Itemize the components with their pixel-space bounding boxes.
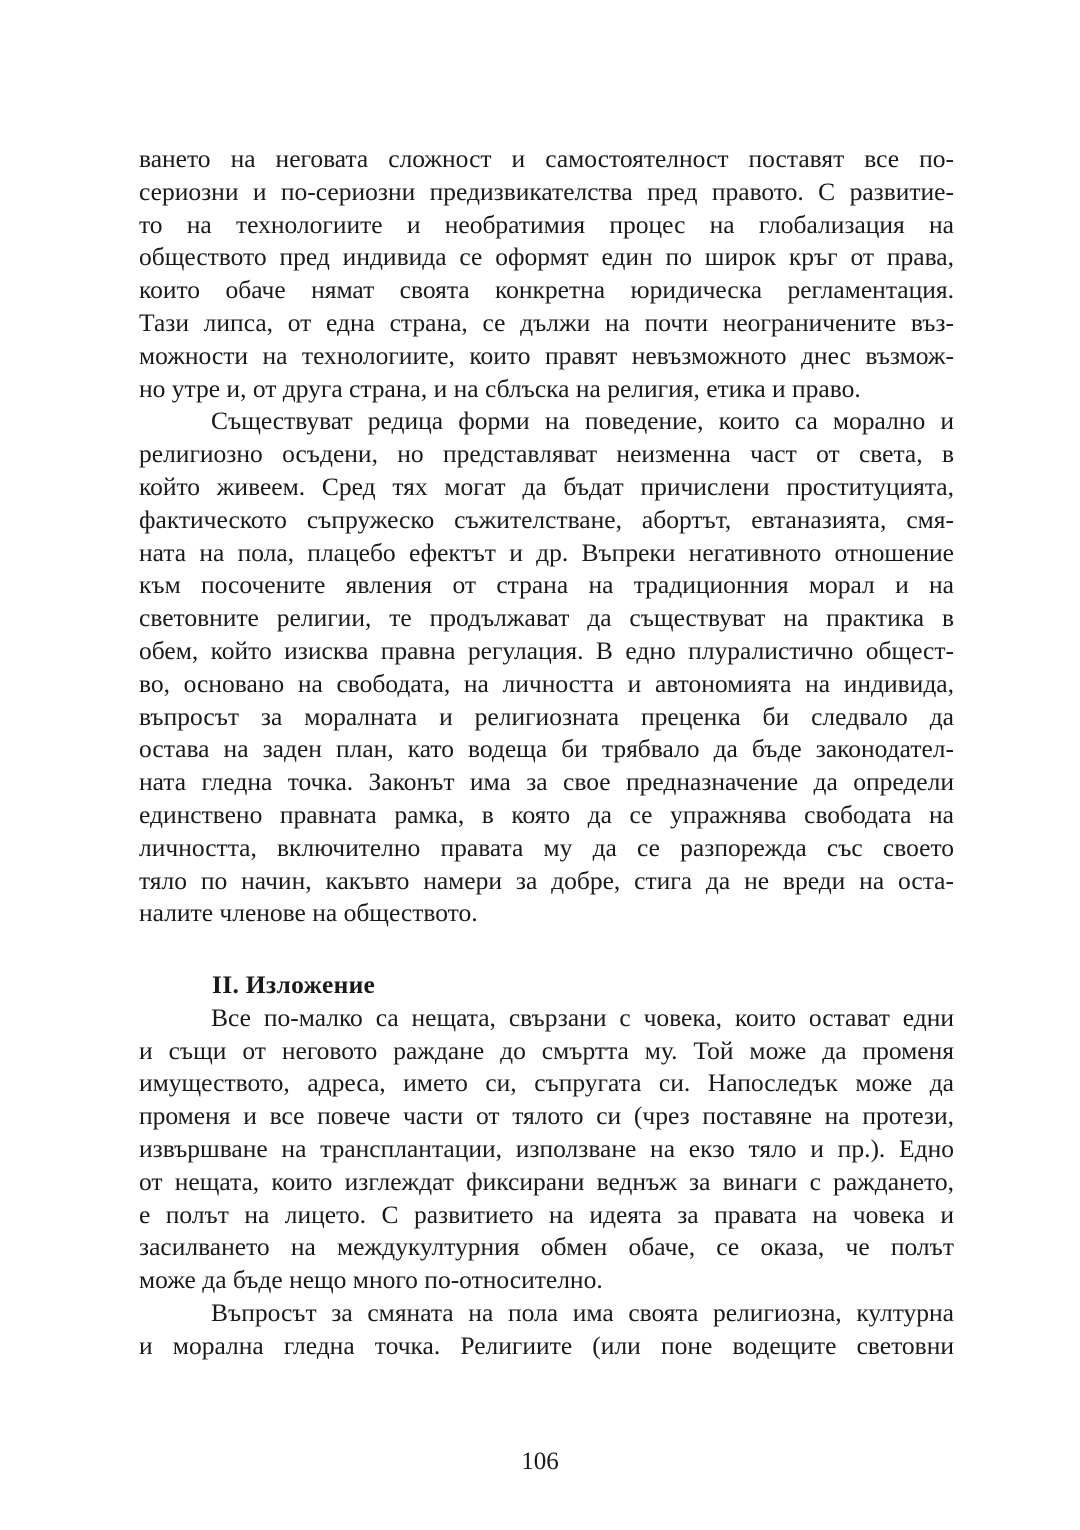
text-line: и същи от неговото раждане до смъртта му. Той може да променя [139, 1035, 954, 1065]
text-line: който живеем. Сред тях могат да бъдат причислени проституцията, [139, 471, 954, 501]
text-line: Съществуват редица форми на поведение, които са морално и [211, 406, 954, 436]
text-line: обем, който изисква правна регулация. В едно плуралистично общест- [139, 635, 954, 665]
text-line: но утре и, от друга страна, и на сблъска на религия, етика и право. [139, 373, 861, 403]
text-line: засилването на междукултурния обмен обаче, се оказа, че полът [139, 1232, 954, 1262]
text-line: Тази липса, от една страна, се дължи на почти неограничените въз- [139, 307, 954, 337]
text-line: Въпросът за смяната на пола има своята религиозна, културна [211, 1297, 954, 1327]
text-line: ването на неговата сложност и самостоятелност поставят все по- [139, 144, 954, 173]
text-line: то на технологиите и необратимия процес на глобализация на [139, 209, 954, 239]
page-number: 106 [521, 1448, 559, 1475]
text-line: тяло по начин, какъвто намери за добре, стига да не вреди на оста- [139, 865, 954, 895]
section-exposition [139, 969, 954, 1363]
section-heading: II. Изложение [212, 970, 376, 999]
text-line: извършване на трансплантации, използване на екзо тяло и пр.). Едно [139, 1133, 954, 1163]
text-line: религиозно осъдени, но представляват неизменна част от света, в [139, 439, 954, 469]
text-line: личността, включително правата му да се разпорежда със своето [139, 832, 954, 862]
text-line: ната гледна точка. Законът има за свое предназначение да определи [139, 767, 954, 797]
text-line: световните религии, те продължават да съществуват на практика в [139, 603, 954, 633]
text-line: е полът на лицето. С развитието на идеята за правата на човека и [139, 1199, 954, 1229]
text-line: налите членове на обществото. [139, 898, 478, 928]
paragraph [139, 143, 954, 405]
text-line: единствено правната рамка, в която да се упражнява свободата на [139, 799, 954, 829]
text-line: може да бъде нещо много по-относително. [139, 1265, 603, 1295]
text-line: към посочените явления от страна на традиционния морал и на [139, 570, 954, 600]
text-line: ната на пола, плацебо ефектът и др. Въпреки негативното отношение [139, 537, 954, 567]
text-line: можности на технологиите, които правят невъзможното днес възмож- [139, 340, 954, 370]
text-line: които обаче нямат своята конкретна юридическа регламентация. [139, 275, 954, 305]
paragraph [139, 1297, 954, 1363]
text-line: от нещата, които изглеждат фиксирани веднъж за винаги с раждането, [139, 1166, 954, 1196]
text-line: променя и все повече части от тялото си (чрез поставяне на протези, [139, 1101, 954, 1131]
paragraph [139, 1002, 954, 1297]
text-line: и морална гледна точка. Религиите (или поне водещите световни [139, 1330, 954, 1360]
text-line: остава на заден план, като водеща би трябвало да бъде законодател- [139, 734, 954, 764]
text-line: фактическото съпружеско съжителстване, абортът, евтаназията, смя- [139, 504, 954, 534]
text-line: имуществото, адреса, името си, съпругата си. Напоследък може да [139, 1068, 954, 1098]
text-line: Все по-малко са нещата, свързани с човека, които остават едни [211, 1002, 954, 1032]
text-line: въпросът за моралната и религиозната преценка би следвало да [139, 701, 954, 731]
text-line: обществото пред индивида се оформят един по широк кръг от права, [139, 242, 954, 272]
text-line: сериозни и по-сериозни предизвикателства пред правото. С развитие- [139, 176, 954, 206]
text-line: во, основано на свободата, на личността и автономията на индивида, [139, 668, 954, 698]
paragraph [139, 405, 954, 930]
section-intro [139, 143, 954, 930]
